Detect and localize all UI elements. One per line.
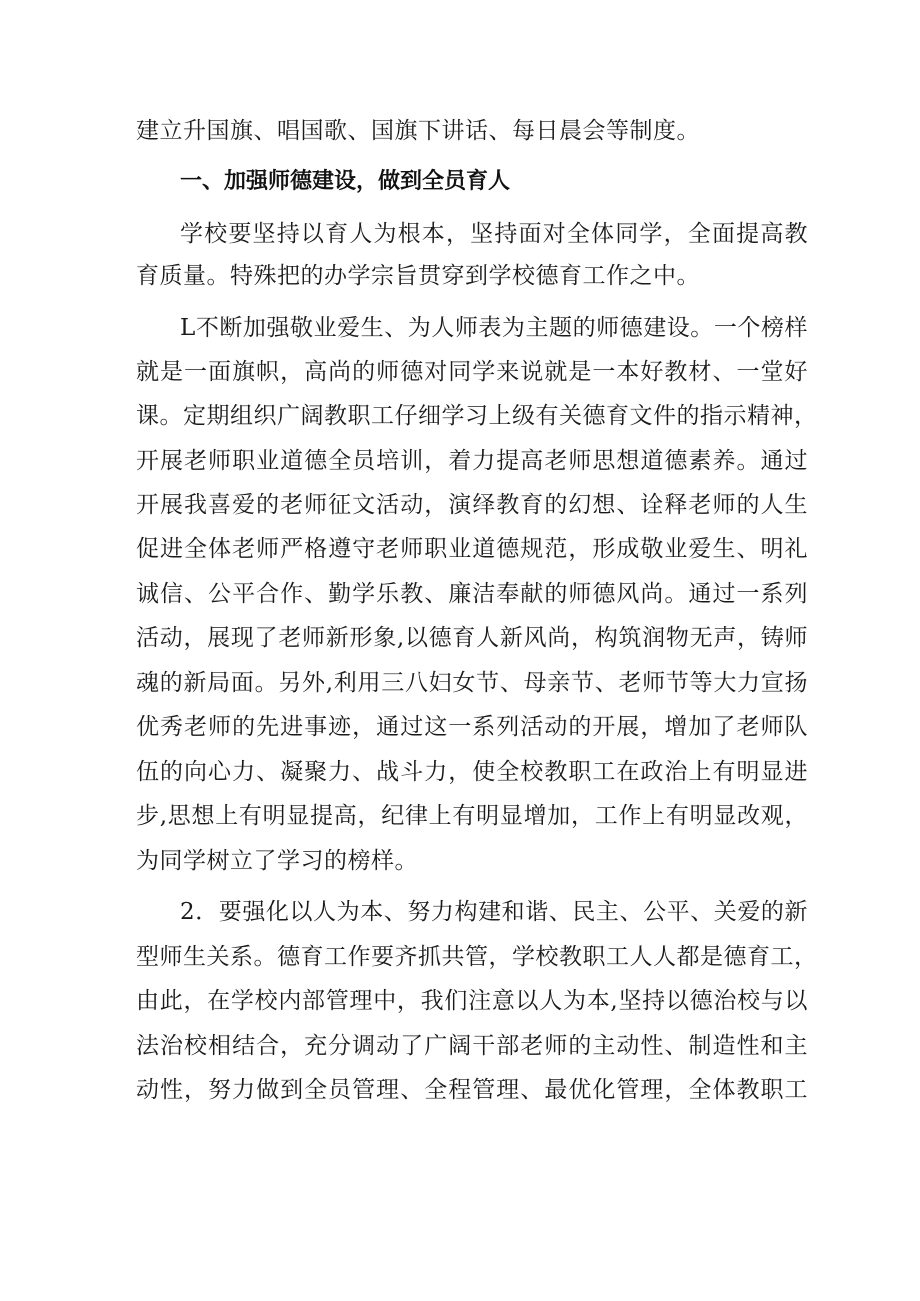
- text-line: 就是一面旗帜，高尚的师德对同学来说就是一本好教材、一堂好: [136, 359, 808, 385]
- text-line: 为同学树立了学习的榜样。: [136, 848, 418, 874]
- text-line: 学校要坚持以育人为根本，坚持面对全体同学，全面提高教: [180, 221, 808, 247]
- text-line: 优秀老师的先进事迹，通过这一系列活动的开展，增加了老师队: [136, 714, 808, 740]
- text-line: L不断加强敬业爱生、为人师表为主题的师德建设。一个榜样: [180, 315, 808, 341]
- text-line: 建立升国旗、唱国歌、国旗下讲话、每日晨会等制度。: [136, 118, 700, 144]
- text-line: 课。定期组织广阔教职工仔细学习上级有关德育文件的指示精神，: [136, 403, 818, 429]
- text-line: 2．要强化以人为本、努力构建和谐、民主、公平、关爱的新: [180, 899, 808, 925]
- text-line: 诚信、公平合作、勤学乐教、廉洁奉献的师德风尚。通过一系列: [136, 581, 808, 607]
- text-line: 由此，在学校内部管理中，我们注意以人为本,坚持以德治校与以: [136, 988, 808, 1014]
- text-line: 伍的向心力、凝聚力、战斗力，使全校教职工在政治上有明显进: [136, 759, 808, 785]
- text-line: 开展老师职业道德全员培训，着力提高老师思想道德素养。通过: [136, 448, 808, 474]
- text-line: 动性，努力做到全员管理、全程管理、最优化管理，全体教职工: [136, 1077, 808, 1103]
- section-heading: 一、加强师德建设，做到全员育人: [180, 169, 511, 194]
- text-line: 法治校相结合，充分调动了广阔干部老师的主动性、制造性和主: [136, 1033, 808, 1059]
- text-line: 型师生关系。德育工作要齐抓共管，学校教职工人人都是德育工，: [136, 944, 818, 970]
- text-line: 步,思想上有明显提高，纪律上有明显增加，工作上有明显改观，: [136, 803, 808, 829]
- text-line: 育质量。特殊把的办学宗旨贯穿到学校德育工作之中。: [136, 263, 700, 289]
- text-line: 魂的新局面。另外,利用三八妇女节、母亲节、老师节等大力宣扬: [136, 670, 808, 696]
- text-line: 开展我喜爱的老师征文活动，演绎教育的幻想、诠释老师的人生: [136, 492, 808, 518]
- text-line: 活动，展现了老师新形象,以德育人新风尚，构筑润物无声，铸师: [136, 625, 808, 651]
- text-line: 促进全体老师严格遵守老师职业道德规范，形成敬业爱生、明礼: [136, 536, 808, 562]
